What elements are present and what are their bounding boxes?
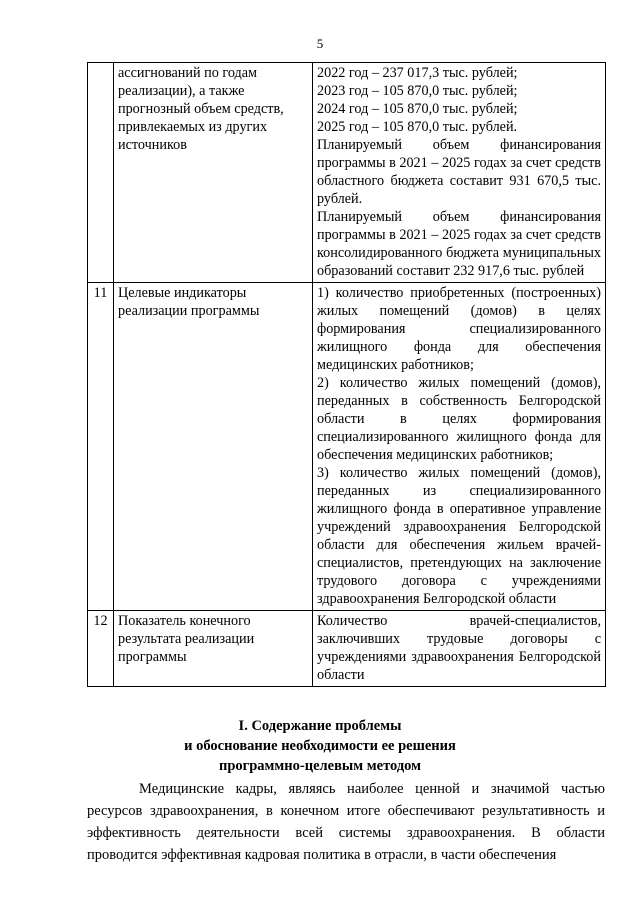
section-heading — [0, 716, 640, 776]
row-name-cell: Целевые индикаторы реализации программы — [114, 283, 313, 611]
funding-year-2023: 2023 год – 105 870,0 тыс. рублей; — [317, 83, 518, 99]
table-row — [88, 63, 606, 283]
section-title-line-3: программно-целевым методом — [218, 758, 422, 774]
page-number: 5 — [316, 36, 324, 51]
row-name-cell: Показатель конечного результата реализации программы — [114, 611, 313, 687]
section-title-line-2: и обоснование необходимости ее решения — [184, 738, 456, 754]
indicator-item-1: 1) количество приобретенных (построенных) жилых помещений (домов) в целях формирования специализированного жилищного фонда для обеспечения медицинских работников; — [317, 285, 601, 373]
row-value-cell — [313, 63, 606, 283]
indicator-item-3: 3) количество жилых помещений (домов), переданных из специализированного жилищного фонда в оперативное управление учреждений здравоохранения Белгородской области для обеспечения жильем врачей-специалистов, претендующих на заключение трудового договора с учреждениями здравоохранения Белгородской области — [317, 465, 601, 607]
program-passport-table — [87, 62, 606, 687]
table-row — [88, 611, 606, 687]
section-paragraph: Медицинские кадры, являясь наиболее ценной и значимой частью ресурсов здравоохранения, в конечном итоге обеспечивают результативность и эффективность деятельности всей системы здравоохранения. В области проводится эффективная кадровая политика в отрасли, в части обеспечения — [87, 781, 605, 863]
row-value-cell — [313, 611, 606, 687]
funding-year-2024: 2024 год – 105 870,0 тыс. рублей; — [317, 101, 518, 117]
regional-budget-paragraph: Планируемый объем финансирования программы в 2021 – 2025 годах за счет средств областного бюджета составит 931 670,5 тыс. рублей. — [317, 137, 601, 207]
row-number-cell — [88, 63, 114, 283]
row-value-cell — [313, 283, 606, 611]
row-number-cell: 11 — [88, 283, 114, 611]
section-title-line-1: I. Содержание проблемы — [238, 718, 402, 734]
funding-year-2022: 2022 год – 237 017,3 тыс. рублей; — [317, 65, 518, 81]
table-row — [88, 283, 606, 611]
row-name-cell: ассигнований по годам реализации), а также прогнозный объем средств, привлекаемых из других источников — [114, 63, 313, 283]
row-number-cell: 12 — [88, 611, 114, 687]
funding-year-2025: 2025 год – 105 870,0 тыс. рублей. — [317, 119, 518, 135]
indicator-item-2: 2) количество жилых помещений (домов), переданных в собственность Белгородской области в целях формирования специализированного жилищного фонда для обеспечения медицинских работников; — [317, 375, 601, 463]
municipal-budget-paragraph: Планируемый объем финансирования программы в 2021 – 2025 годах за счет средств консолидированного бюджета муниципальных образований составит 232 917,6 тыс. рублей — [317, 209, 601, 279]
final-result-value: Количество врачей-специалистов, заключивших трудовые договоры с учреждениями здравоохранения Белгородской области — [317, 613, 601, 683]
